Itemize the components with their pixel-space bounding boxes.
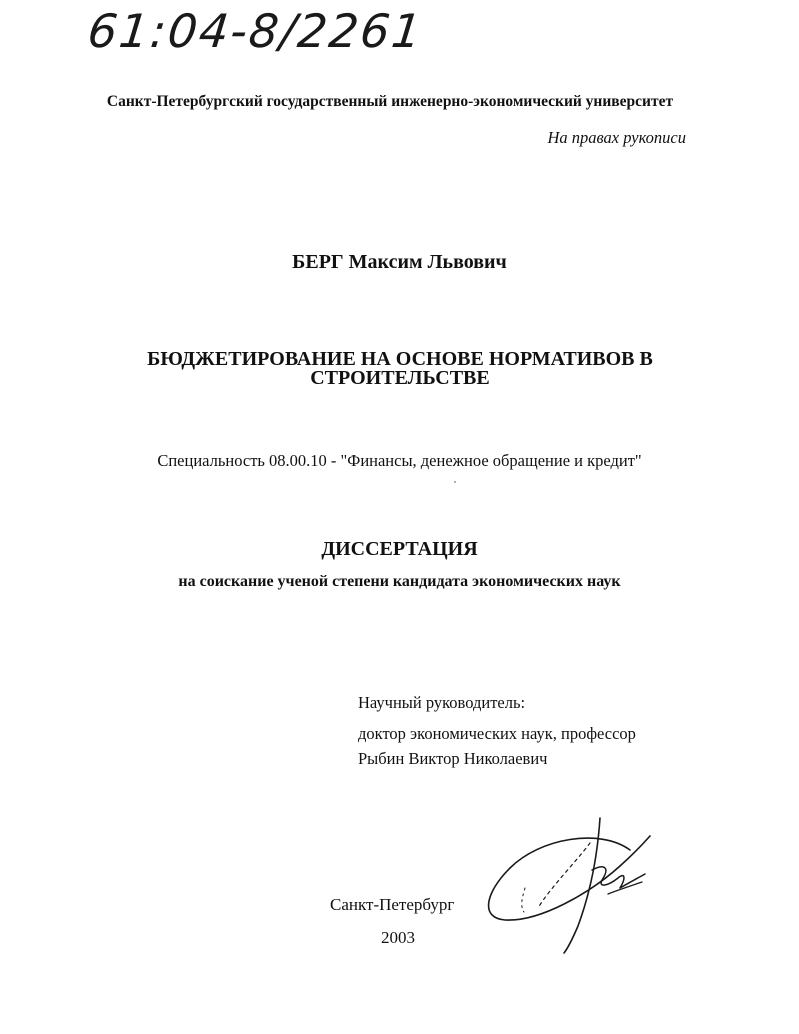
specialty-line: Специальность 08.00.10 - "Финансы, денежное обращение и кредит" <box>157 451 642 470</box>
signature-icon <box>480 808 660 958</box>
title-line-1: БЮДЖЕТИРОВАНИЕ НА ОСНОВЕ НОРМАТИВОВ В <box>147 348 653 370</box>
title-line-2: СТРОИТЕЛЬСТВЕ <box>310 367 490 389</box>
city: Санкт-Петербург <box>330 895 455 914</box>
year: 2003 <box>381 928 415 947</box>
supervisor-credentials: доктор экономических наук, профессор <box>358 724 636 743</box>
manuscript-rights-note: На правах рукописи <box>547 128 686 147</box>
scan-speck <box>454 481 456 483</box>
supervisor-block <box>358 692 636 773</box>
supervisor-name: Рыбин Виктор Николаевич <box>358 749 548 768</box>
document-type-heading: ДИССЕРТАЦИЯ <box>321 538 478 560</box>
author-name: БЕРГ Максим Львович <box>292 251 507 273</box>
dissertation-title <box>100 350 700 388</box>
degree-line: на соискание ученой степени кандидата экономических наук <box>178 573 621 590</box>
supervisor-label: Научный руководитель: <box>358 693 526 712</box>
handwritten-archive-code: 61:04-8/2261 <box>85 4 426 58</box>
university-name: Санкт-Петербургский государственный инженерно-экономический университет <box>106 93 674 110</box>
